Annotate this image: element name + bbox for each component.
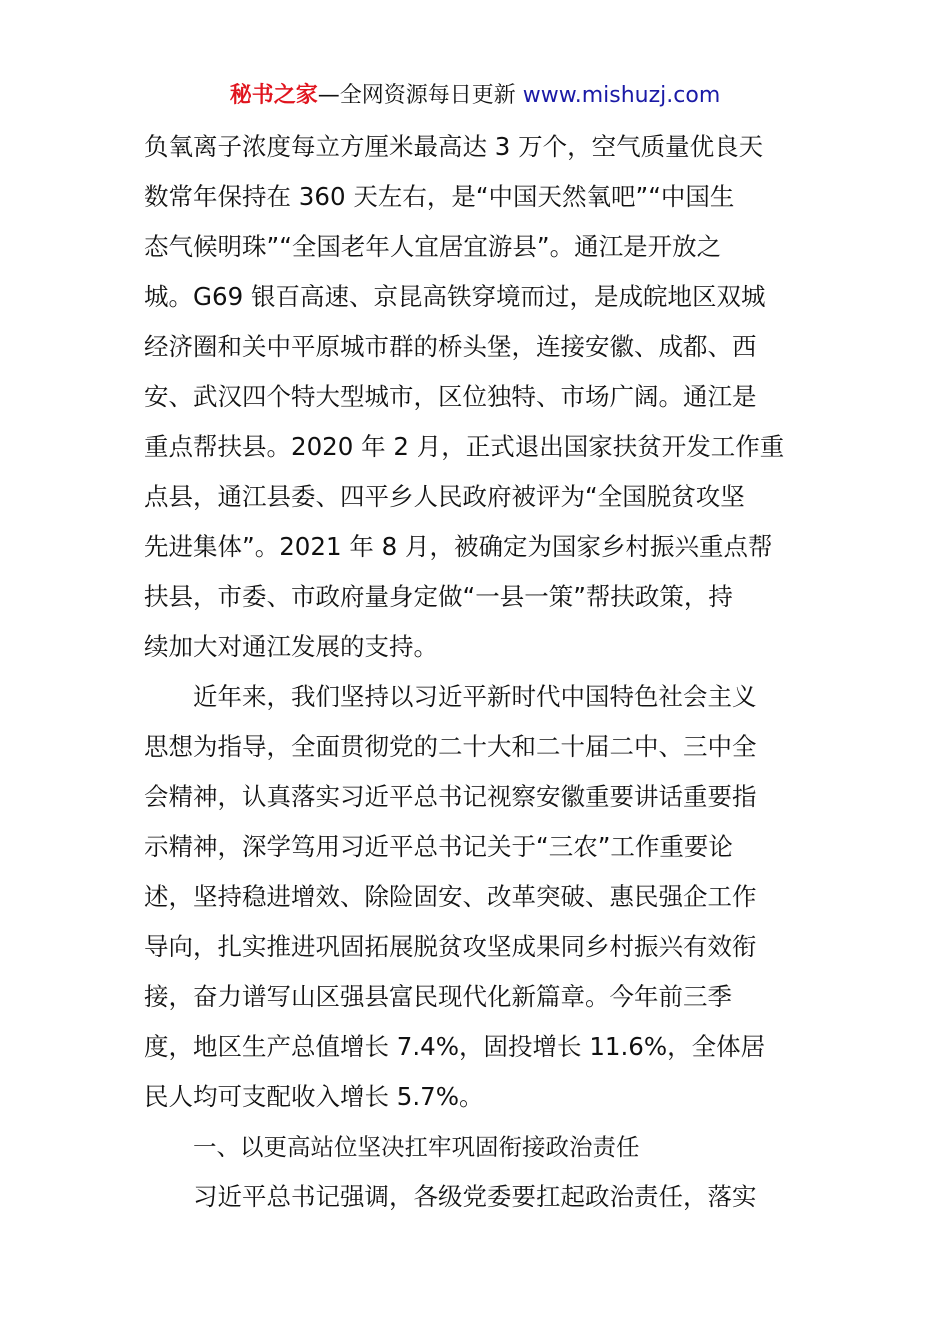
site-tagline: —全网资源每日更新 (317, 83, 516, 108)
text-line: 度，地区生产总值增长 7.4%，固投增长 11.6%，全体居 (144, 1032, 766, 1061)
text-line: 经济圈和关中平原城市群的桥头堡，连接安徽、成都、西 (144, 332, 757, 361)
text-line: 安、武汉四个特大型城市，区位独特、市场广阔。通江是 (144, 382, 757, 411)
text-line: 城。G69 银百高速、京昆高铁穿境而过，是成皖地区双城 (144, 282, 766, 311)
text-line: 先进集体”。2021 年 8 月，被确定为国家乡村振兴重点帮 (144, 532, 773, 561)
text-line: 重点帮扶县。2020 年 2 月，正式退出国家扶贫开发工作重 (144, 432, 785, 461)
text-line: 述，坚持稳进增效、除险固安、改革突破、惠民强企工作 (144, 882, 757, 911)
paragraph-start-line: 习近平总书记强调，各级党委要扛起政治责任，落实 (193, 1182, 757, 1211)
site-header (0, 80, 950, 112)
site-brand: 秘书之家 (229, 83, 318, 108)
text-line: 思想为指导，全面贯彻党的二十大和二十届二中、三中全 (144, 732, 757, 761)
text-line: 数常年保持在 360 天左右，是“中国天然氧吧”“中国生 (144, 182, 735, 211)
document-body (144, 122, 814, 1222)
text-line: 续加大对通江发展的支持。 (144, 632, 438, 661)
text-line: 会精神，认真落实习近平总书记视察安徽重要讲话重要指 (144, 782, 757, 811)
text-line: 示精神，深学笃用习近平总书记关于“三农”工作重要论 (144, 832, 733, 861)
section-heading: 一、以更高站位坚决扛牢巩固衔接政治责任 (193, 1133, 640, 1161)
site-url-link[interactable]: www.mishuzj.com (522, 83, 721, 108)
text-line: 接，奋力谱写山区强县富民现代化新篇章。今年前三季 (144, 982, 732, 1011)
text-line: 扶县，市委、市政府量身定做“一县一策”帮扶政策，持 (144, 582, 733, 611)
text-line: 民人均可支配收入增长 5.7%。 (144, 1082, 484, 1111)
text-line: 导向，扎实推进巩固拓展脱贫攻坚成果同乡村振兴有效衔 (144, 932, 757, 961)
text-line: 态气候明珠”“全国老年人宜居宜游县”。通江是开放之 (144, 232, 722, 261)
paragraph-start-line: 近年来，我们坚持以习近平新时代中国特色社会主义 (193, 682, 757, 711)
text-line: 负氧离子浓度每立方厘米最高达 3 万个，空气质量优良天 (144, 132, 764, 161)
text-line: 点县，通江县委、四平乡人民政府被评为“全国脱贫攻坚 (144, 482, 745, 511)
